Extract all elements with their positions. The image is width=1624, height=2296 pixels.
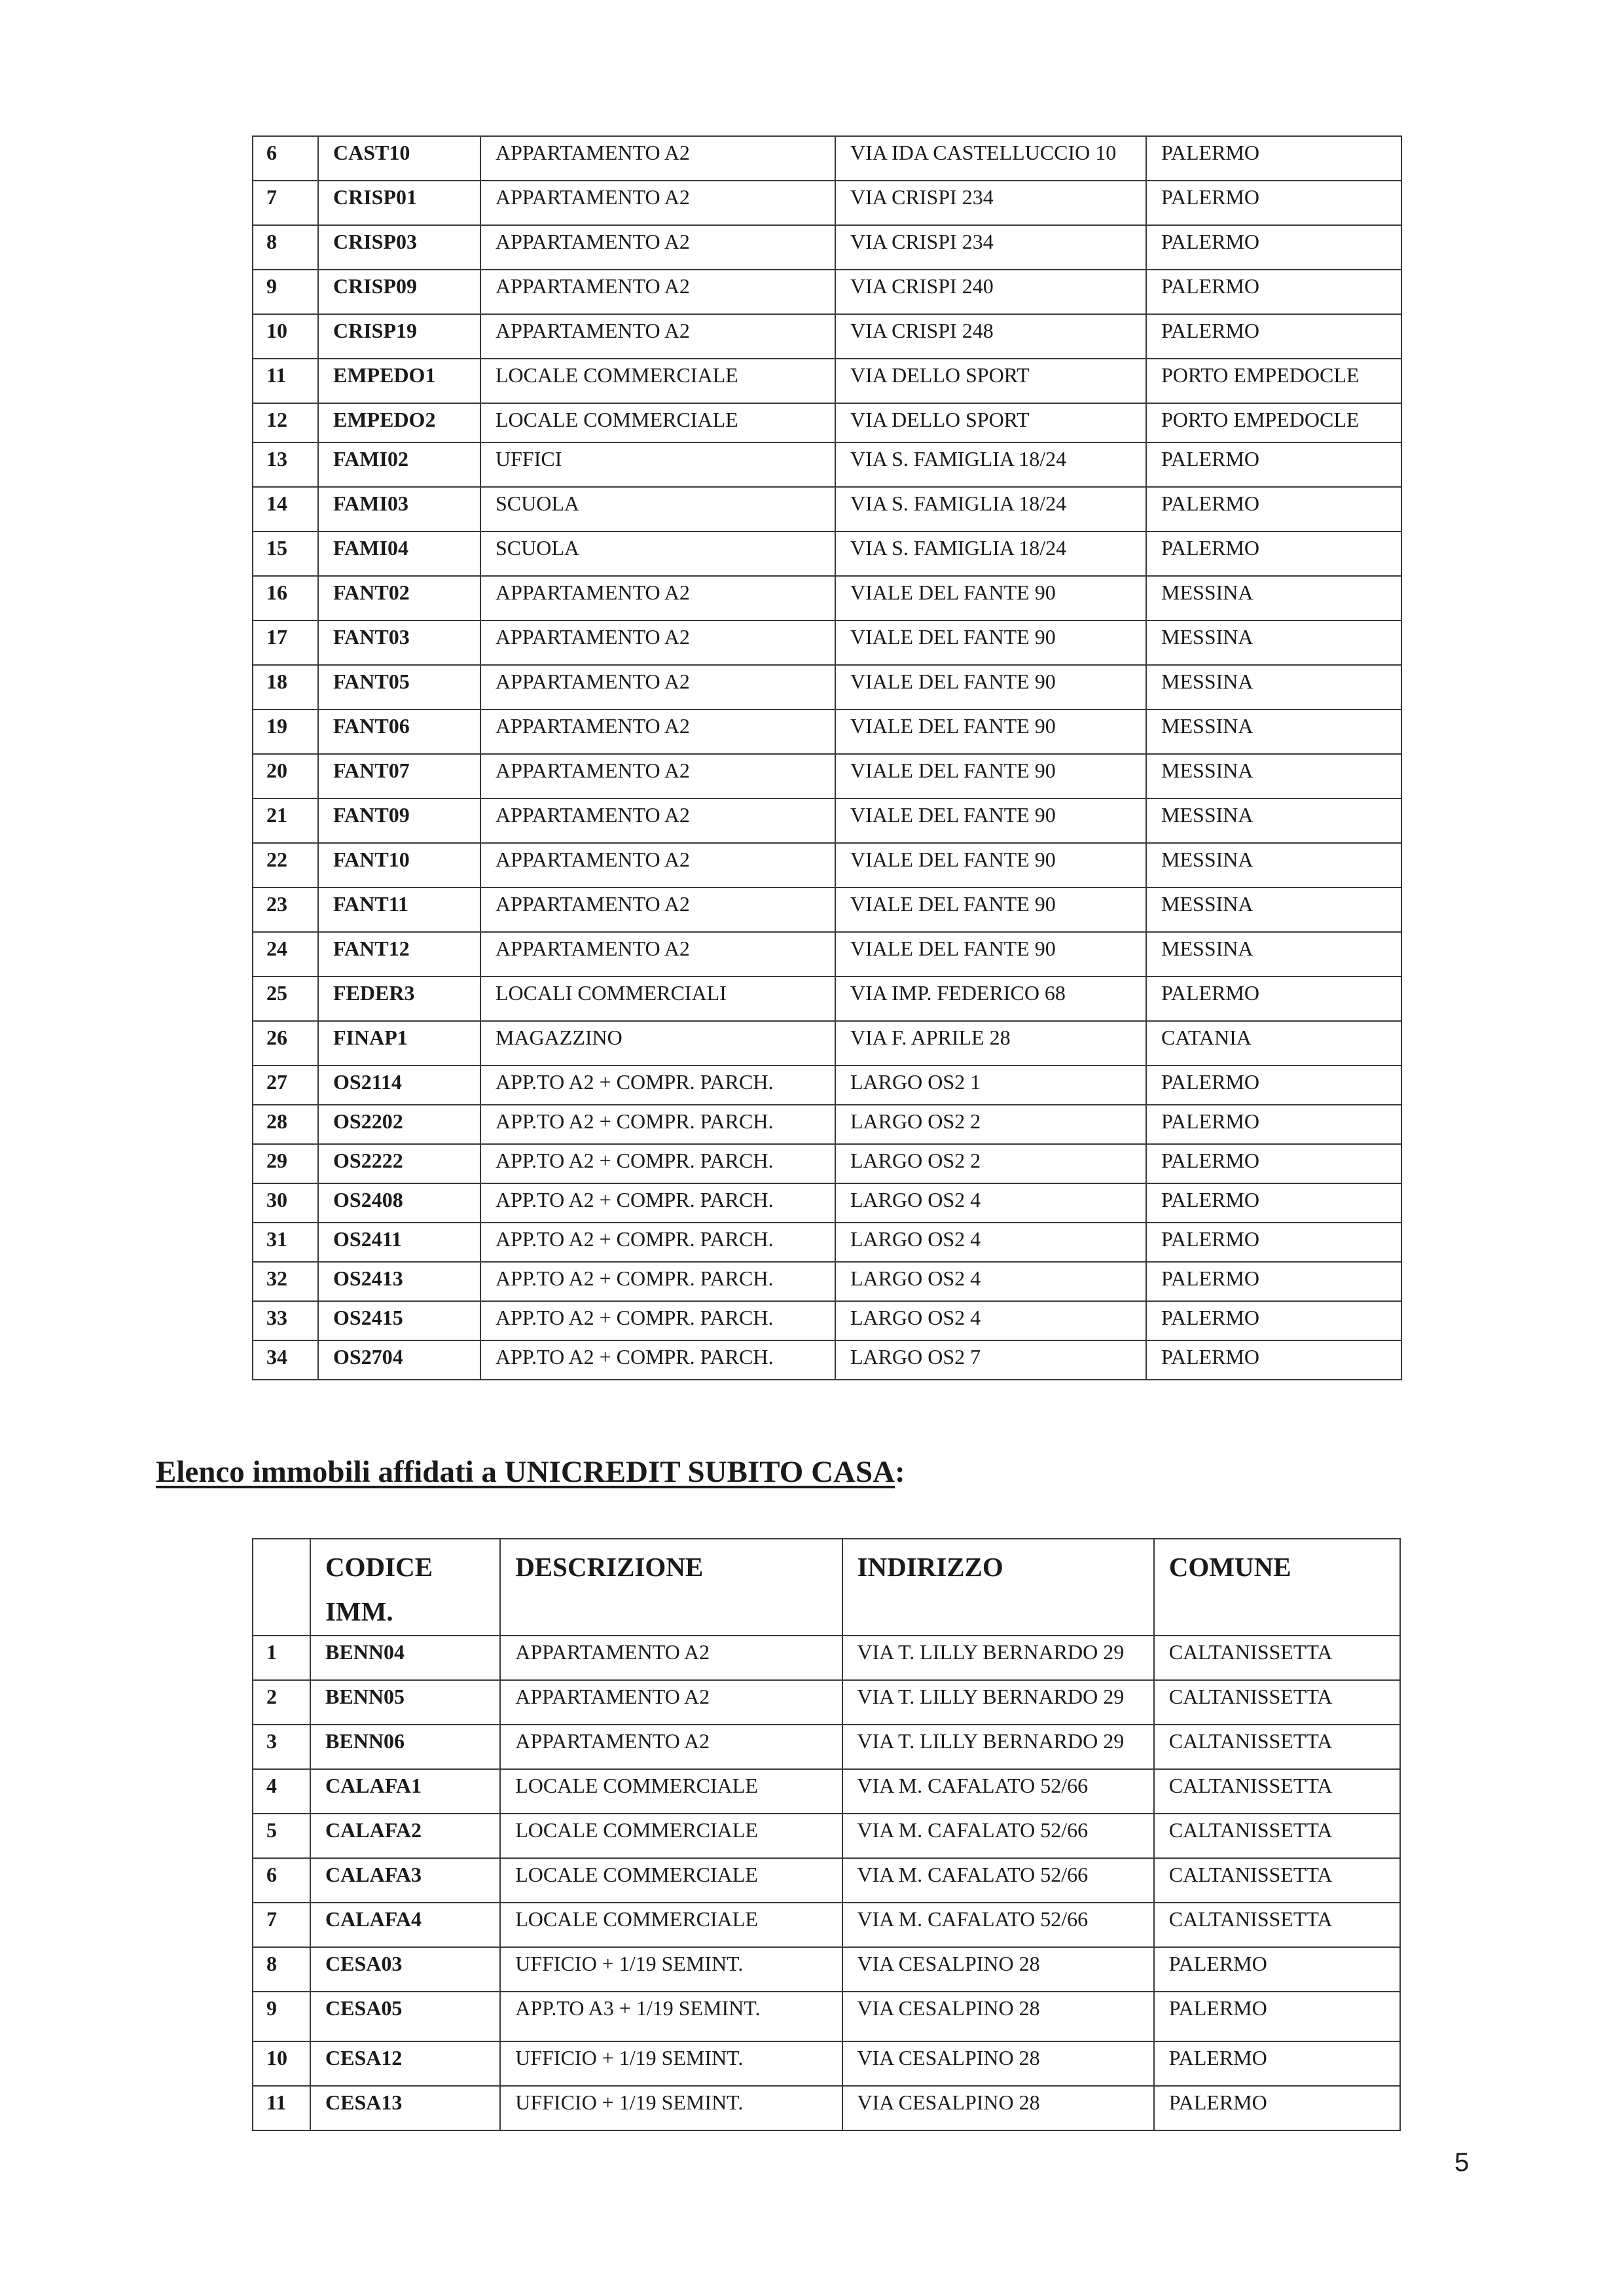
property-city: MESSINA [1146,754,1401,798]
row-number: 33 [253,1301,318,1340]
table-row [253,932,1401,977]
property-address: VIA F. APRILE 28 [835,1021,1146,1066]
property-description: UFFICI [480,442,835,487]
table-row [253,359,1401,403]
property-address: VIA CRISPI 234 [835,181,1146,225]
property-address: LARGO OS2 4 [835,1301,1146,1340]
property-address: VIA CESALPINO 28 [842,2086,1154,2130]
row-number: 25 [253,977,318,1021]
section-heading [156,1454,905,1490]
row-number: 10 [253,314,318,359]
table-row [253,1858,1400,1903]
property-address: LARGO OS2 4 [835,1223,1146,1262]
property-description: APP.TO A2 + COMPR. PARCH. [480,1340,835,1380]
page-number: 5 [1454,2148,1470,2177]
property-city: CALTANISSETTA [1154,1636,1400,1680]
row-number: 32 [253,1262,318,1301]
row-number: 4 [253,1769,310,1814]
row-number: 3 [253,1725,310,1769]
property-description: LOCALI COMMERCIALI [480,977,835,1021]
property-code: FANT10 [318,843,480,888]
row-number: 29 [253,1144,318,1183]
property-address: VIA CESALPINO 28 [842,2041,1154,2086]
property-city: PALERMO [1154,1947,1400,1992]
property-description: APPARTAMENTO A2 [500,1680,842,1725]
property-code: CESA05 [310,1992,500,2041]
property-city: PALERMO [1146,1183,1401,1223]
property-address: VIA M. CAFALATO 52/66 [842,1903,1154,1947]
table-row [253,487,1401,531]
row-number: 30 [253,1183,318,1223]
property-description: APP.TO A2 + COMPR. PARCH. [480,1105,835,1144]
property-code: OS2704 [318,1340,480,1380]
property-code: OS2222 [318,1144,480,1183]
property-description: LOCALE COMMERCIALE [500,1769,842,1814]
property-description: LOCALE COMMERCIALE [480,403,835,442]
property-code: BENN06 [310,1725,500,1769]
row-number: 19 [253,709,318,754]
property-code: FINAP1 [318,1021,480,1066]
row-number: 27 [253,1066,318,1105]
property-city: PALERMO [1146,1144,1401,1183]
property-description: APPARTAMENTO A2 [480,798,835,843]
header-row [253,1539,1400,1636]
property-description: APPARTAMENTO A2 [480,270,835,314]
property-city: PALERMO [1146,1223,1401,1262]
table-row [253,1814,1400,1858]
property-code: OS2408 [318,1183,480,1223]
property-address: VIA T. LILLY BERNARDO 29 [842,1636,1154,1680]
property-address: VIA S. FAMIGLIA 18/24 [835,531,1146,576]
property-city: PALERMO [1146,1066,1401,1105]
property-code: FAMI02 [318,442,480,487]
property-address: VIALE DEL FANTE 90 [835,798,1146,843]
property-city: MESSINA [1146,798,1401,843]
row-number: 28 [253,1105,318,1144]
section-heading-colon: : [895,1455,905,1489]
property-description: SCUOLA [480,531,835,576]
property-description: APP.TO A2 + COMPR. PARCH. [480,1301,835,1340]
row-number: 11 [253,359,318,403]
table-row [253,1340,1401,1380]
property-address: VIA IDA CASTELLUCCIO 10 [835,136,1146,181]
table-header [253,1539,1400,1636]
header-description: DESCRIZIONE [500,1539,842,1636]
property-code: BENN05 [310,1680,500,1725]
row-number: 21 [253,798,318,843]
table-row [253,576,1401,620]
table-row [253,1680,1400,1725]
property-address: VIALE DEL FANTE 90 [835,754,1146,798]
property-address: VIA CESALPINO 28 [842,1947,1154,1992]
table-row [253,1021,1401,1066]
row-number: 26 [253,1021,318,1066]
table-row [253,225,1401,270]
property-code: OS2413 [318,1262,480,1301]
table-row [253,1636,1400,1680]
property-code: CALAFA2 [310,1814,500,1858]
property-description: APPARTAMENTO A2 [480,576,835,620]
property-code: CALAFA3 [310,1858,500,1903]
property-address: VIA S. FAMIGLIA 18/24 [835,442,1146,487]
property-address: LARGO OS2 4 [835,1262,1146,1301]
property-code: OS2415 [318,1301,480,1340]
table-row [253,1183,1401,1223]
property-address: VIA M. CAFALATO 52/66 [842,1814,1154,1858]
property-city: PALERMO [1146,1340,1401,1380]
property-city: CALTANISSETTA [1154,1814,1400,1858]
property-description: UFFICIO + 1/19 SEMINT. [500,2041,842,2086]
row-number: 8 [253,1947,310,1992]
property-code: CRISP03 [318,225,480,270]
property-address: VIALE DEL FANTE 90 [835,709,1146,754]
table-row [253,442,1401,487]
property-description: LOCALE COMMERCIALE [500,1814,842,1858]
table-row [253,2086,1400,2130]
unicredit-table-body [253,1636,1400,2130]
property-city: PALERMO [1146,1301,1401,1340]
property-code: OS2411 [318,1223,480,1262]
property-description: APP.TO A2 + COMPR. PARCH. [480,1223,835,1262]
header-city: COMUNE [1154,1539,1400,1636]
table-row [253,1769,1400,1814]
row-number: 34 [253,1340,318,1380]
property-code: CRISP01 [318,181,480,225]
property-code: FANT07 [318,754,480,798]
property-city: CALTANISSETTA [1154,1680,1400,1725]
property-city: PALERMO [1146,314,1401,359]
property-city: PORTO EMPEDOCLE [1146,403,1401,442]
property-address: VIA DELLO SPORT [835,359,1146,403]
properties-table-continued [252,135,1402,1380]
property-address: VIA M. CAFALATO 52/66 [842,1769,1154,1814]
row-number: 10 [253,2041,310,2086]
property-description: APP.TO A2 + COMPR. PARCH. [480,1262,835,1301]
property-code: OS2114 [318,1066,480,1105]
property-code: CALAFA1 [310,1769,500,1814]
property-code: FAMI04 [318,531,480,576]
table-row [253,181,1401,225]
property-address: VIALE DEL FANTE 90 [835,576,1146,620]
table-row [253,1947,1400,1992]
properties-table-body [253,136,1401,1380]
table-row [253,2041,1400,2086]
property-code: CESA13 [310,2086,500,2130]
row-number: 6 [253,1858,310,1903]
property-city: PALERMO [1146,270,1401,314]
property-code: EMPEDO1 [318,359,480,403]
property-code: CRISP09 [318,270,480,314]
header-code-text: CODICE IMM. [325,1552,433,1626]
property-address: VIA CESALPINO 28 [842,1992,1154,2041]
property-city: CATANIA [1146,1021,1401,1066]
property-code: FANT06 [318,709,480,754]
property-description: APPARTAMENTO A2 [480,888,835,932]
property-city: PALERMO [1146,1262,1401,1301]
row-number: 15 [253,531,318,576]
property-code: CAST10 [318,136,480,181]
row-number: 23 [253,888,318,932]
property-code: FEDER3 [318,977,480,1021]
row-number: 18 [253,665,318,709]
property-city: MESSINA [1146,932,1401,977]
property-description: APPARTAMENTO A2 [500,1725,842,1769]
property-city: MESSINA [1146,665,1401,709]
table-row [253,843,1401,888]
property-address: VIA CRISPI 234 [835,225,1146,270]
row-number: 1 [253,1636,310,1680]
table-row [253,1903,1400,1947]
property-address: LARGO OS2 1 [835,1066,1146,1105]
property-description: APPARTAMENTO A2 [480,754,835,798]
table-row [253,620,1401,665]
property-city: PALERMO [1154,2086,1400,2130]
property-city: PALERMO [1146,442,1401,487]
row-number: 14 [253,487,318,531]
row-number: 20 [253,754,318,798]
row-number: 2 [253,1680,310,1725]
table-row [253,709,1401,754]
row-number: 7 [253,181,318,225]
property-address: VIALE DEL FANTE 90 [835,620,1146,665]
property-code: FANT03 [318,620,480,665]
property-city: PALERMO [1146,531,1401,576]
table-row [253,1105,1401,1144]
property-city: PALERMO [1146,181,1401,225]
property-address: LARGO OS2 2 [835,1144,1146,1183]
property-code: CESA03 [310,1947,500,1992]
table-row [253,1144,1401,1183]
property-description: APPARTAMENTO A2 [480,181,835,225]
property-description: LOCALE COMMERCIALE [500,1858,842,1903]
table-row [253,314,1401,359]
property-description: MAGAZZINO [480,1021,835,1066]
property-city: PALERMO [1146,225,1401,270]
row-number: 17 [253,620,318,665]
property-description: APP.TO A2 + COMPR. PARCH. [480,1144,835,1183]
table-row [253,1301,1401,1340]
property-address: VIALE DEL FANTE 90 [835,843,1146,888]
property-description: APP.TO A3 + 1/19 SEMINT. [500,1992,842,2041]
property-city: MESSINA [1146,620,1401,665]
property-city: PALERMO [1146,1105,1401,1144]
property-code: CRISP19 [318,314,480,359]
table-row [253,665,1401,709]
property-code: FANT02 [318,576,480,620]
row-number: 7 [253,1903,310,1947]
property-code: FANT05 [318,665,480,709]
property-description: APPARTAMENTO A2 [480,665,835,709]
property-address: LARGO OS2 4 [835,1183,1146,1223]
property-code: FANT09 [318,798,480,843]
property-city: CALTANISSETTA [1154,1725,1400,1769]
property-address: VIA S. FAMIGLIA 18/24 [835,487,1146,531]
table-row [253,1262,1401,1301]
property-code: CALAFA4 [310,1903,500,1947]
property-address: VIALE DEL FANTE 90 [835,888,1146,932]
property-code: FANT12 [318,932,480,977]
table-row [253,888,1401,932]
section-heading-text: Elenco immobili affidati a UNICREDIT SUBITO CASA [156,1455,895,1489]
property-code: EMPEDO2 [318,403,480,442]
property-city: CALTANISSETTA [1154,1858,1400,1903]
property-description: APPARTAMENTO A2 [480,620,835,665]
table-row [253,754,1401,798]
property-city: PALERMO [1154,2041,1400,2086]
row-number: 12 [253,403,318,442]
property-address: VIA CRISPI 248 [835,314,1146,359]
table-row [253,403,1401,442]
row-number: 9 [253,1992,310,2041]
table-row [253,798,1401,843]
row-number: 24 [253,932,318,977]
table-row [253,1223,1401,1262]
row-number: 9 [253,270,318,314]
table-row [253,977,1401,1021]
property-description: APPARTAMENTO A2 [500,1636,842,1680]
header-code [310,1539,500,1636]
row-number: 5 [253,1814,310,1858]
property-description: APPARTAMENTO A2 [480,136,835,181]
property-city: CALTANISSETTA [1154,1769,1400,1814]
header-number [253,1539,310,1636]
property-address: VIA M. CAFALATO 52/66 [842,1858,1154,1903]
property-city: MESSINA [1146,709,1401,754]
property-address: VIA DELLO SPORT [835,403,1146,442]
row-number: 31 [253,1223,318,1262]
property-city: PALERMO [1146,487,1401,531]
property-description: LOCALE COMMERCIALE [500,1903,842,1947]
property-city: MESSINA [1146,576,1401,620]
property-city: CALTANISSETTA [1154,1903,1400,1947]
property-description: APP.TO A2 + COMPR. PARCH. [480,1066,835,1105]
property-code: OS2202 [318,1105,480,1144]
property-description: APPARTAMENTO A2 [480,843,835,888]
property-description: APP.TO A2 + COMPR. PARCH. [480,1183,835,1223]
property-description: LOCALE COMMERCIALE [480,359,835,403]
property-description: APPARTAMENTO A2 [480,314,835,359]
header-address: INDIRIZZO [842,1539,1154,1636]
property-city: MESSINA [1146,888,1401,932]
property-code: FANT11 [318,888,480,932]
property-address: VIA T. LILLY BERNARDO 29 [842,1680,1154,1725]
table-row [253,1066,1401,1105]
property-description: APPARTAMENTO A2 [480,709,835,754]
table-row [253,1725,1400,1769]
property-address: VIA IMP. FEDERICO 68 [835,977,1146,1021]
property-address: LARGO OS2 7 [835,1340,1146,1380]
property-city: PORTO EMPEDOCLE [1146,359,1401,403]
property-code: FAMI03 [318,487,480,531]
property-description: SCUOLA [480,487,835,531]
row-number: 13 [253,442,318,487]
property-description: APPARTAMENTO A2 [480,225,835,270]
property-city: PALERMO [1154,1992,1400,2041]
property-code: BENN04 [310,1636,500,1680]
property-description: UFFICIO + 1/19 SEMINT. [500,1947,842,1992]
unicredit-properties-table [252,1538,1401,2131]
property-code: CESA12 [310,2041,500,2086]
property-description: APPARTAMENTO A2 [480,932,835,977]
property-address: VIA CRISPI 240 [835,270,1146,314]
property-city: PALERMO [1146,977,1401,1021]
property-description: UFFICIO + 1/19 SEMINT. [500,2086,842,2130]
table-row [253,136,1401,181]
property-address: VIALE DEL FANTE 90 [835,932,1146,977]
row-number: 22 [253,843,318,888]
row-number: 16 [253,576,318,620]
property-city: PALERMO [1146,136,1401,181]
table-row [253,270,1401,314]
table-row [253,531,1401,576]
property-city: MESSINA [1146,843,1401,888]
property-address: VIALE DEL FANTE 90 [835,665,1146,709]
row-number: 11 [253,2086,310,2130]
row-number: 8 [253,225,318,270]
property-address: VIA T. LILLY BERNARDO 29 [842,1725,1154,1769]
row-number: 6 [253,136,318,181]
property-address: LARGO OS2 2 [835,1105,1146,1144]
table-row [253,1992,1400,2041]
